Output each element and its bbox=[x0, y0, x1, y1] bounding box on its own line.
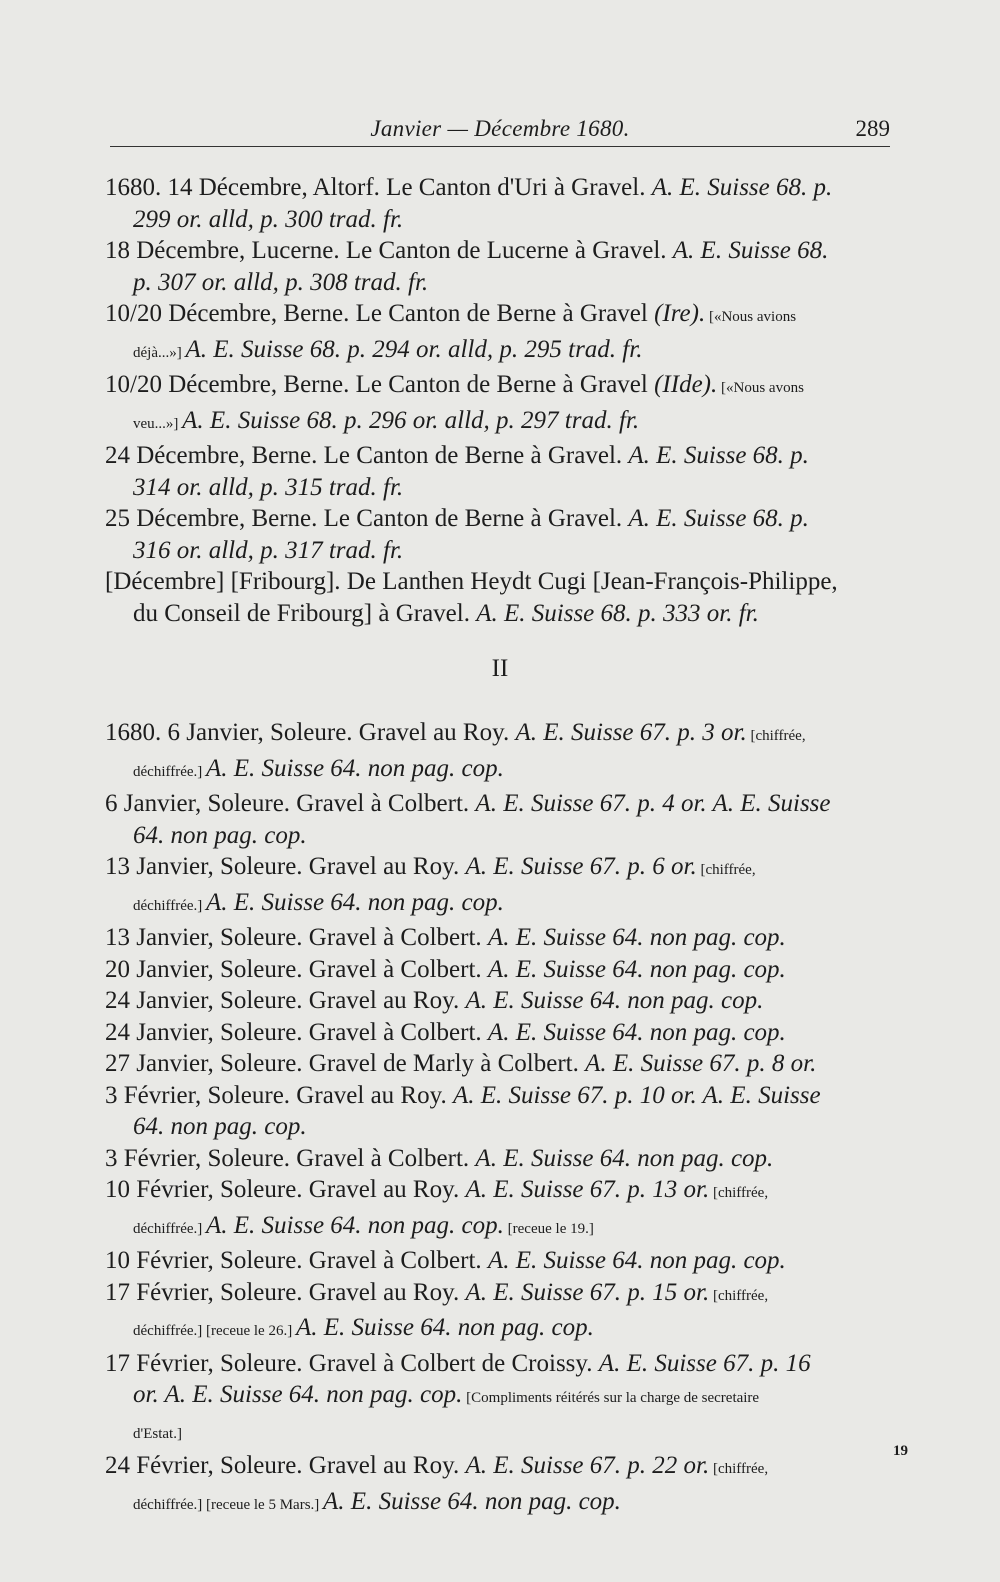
citation-text: A. E. Suisse 64. non pag. cop. bbox=[475, 1144, 774, 1172]
entry-line bbox=[105, 204, 895, 236]
entry-text: 24 Janvier, Soleure. Gravel au Roy. bbox=[105, 987, 466, 1014]
entry-line bbox=[105, 1348, 895, 1380]
citation-text: A. E. Suisse 68. p. bbox=[628, 442, 809, 469]
entry-line bbox=[105, 1174, 895, 1210]
entry-text: 18 Décembre, Lucerne. Le Canton de Lucerne à Gravel. bbox=[105, 237, 673, 264]
entry-text: 10 Février, Soleure. Gravel au Roy. bbox=[105, 1176, 466, 1203]
citation-text: p. 307 or. alld, p. 308 trad. fr. bbox=[133, 268, 429, 296]
citation-text: A. E. Suisse 67. p. 15 or. bbox=[465, 1278, 710, 1306]
entry-line bbox=[105, 1415, 895, 1451]
note-text: déchiffrée.] [receue le 26.] bbox=[133, 1323, 296, 1339]
entry-line bbox=[105, 472, 895, 504]
citation-text: A. E. Suisse 64. non pag. cop. bbox=[295, 1314, 594, 1341]
entry-line bbox=[105, 1017, 895, 1049]
entry-text: 13 Janvier, Soleure. Gravel à Colbert. bbox=[105, 924, 488, 951]
entry-line bbox=[105, 503, 895, 535]
entry-line bbox=[105, 369, 895, 405]
entry-line bbox=[105, 267, 895, 299]
entry-text: 1680. 6 Janvier, Soleure. Gravel au Roy. bbox=[105, 719, 516, 746]
citation-text: (IIde). bbox=[654, 371, 718, 398]
note-text: [chiffrée, bbox=[696, 862, 756, 878]
note-text: [Compliments réitérés sur la charge de secretaire bbox=[462, 1390, 760, 1406]
section-heading: II bbox=[491, 655, 509, 682]
citation-text: A. E. Suisse 64. non pag. cop. bbox=[323, 1487, 621, 1515]
entry-line bbox=[105, 535, 895, 567]
note-text: déchiffrée.] bbox=[133, 897, 207, 914]
entry-line bbox=[105, 1210, 895, 1246]
entry-line bbox=[105, 440, 895, 472]
citation-text: A. E. Suisse 64. non pag. cop. bbox=[487, 955, 786, 983]
note-text: déchiffrée.] [receue le 5 Mars.] bbox=[133, 1496, 324, 1513]
citation-text: A. E. Suisse 64. non pag. cop. bbox=[487, 1018, 786, 1046]
entry-line bbox=[105, 172, 895, 204]
citation-text: 314 or. alld, p. 315 trad. fr. bbox=[133, 473, 404, 501]
entry-line bbox=[105, 1379, 895, 1415]
entry-line bbox=[105, 405, 895, 441]
entry-text: 10 Février, Soleure. Gravel à Colbert. bbox=[105, 1247, 488, 1274]
running-title: Janvier — Décembre 1680. bbox=[370, 116, 630, 141]
entry-line bbox=[105, 1143, 895, 1175]
entry-text: 20 Janvier, Soleure. Gravel à Colbert. bbox=[105, 955, 488, 983]
citation-text: 299 or. alld, p. 300 trad. fr. bbox=[133, 205, 404, 233]
document-body bbox=[105, 172, 895, 1521]
citation-text: A. E. Suisse 64. non pag. cop. bbox=[487, 924, 786, 951]
note-text: déchiffrée.] bbox=[133, 1220, 207, 1237]
entry-text: 24 Février, Soleure. Gravel au Roy. bbox=[105, 1452, 466, 1479]
entry-text: du Conseil de Fribourg] à Gravel. bbox=[133, 599, 477, 627]
entry-line bbox=[105, 788, 895, 820]
citation-text: A. E. Suisse 68. bbox=[672, 237, 829, 264]
entry-line bbox=[105, 1080, 895, 1112]
entry-text: 6 Janvier, Soleure. Gravel à Colbert. bbox=[105, 790, 476, 817]
entry-text: 17 Février, Soleure. Gravel à Colbert de Croissy. bbox=[105, 1349, 599, 1377]
note-text: [chiffrée, bbox=[709, 1185, 769, 1201]
entry-text: 17 Février, Soleure. Gravel au Roy. bbox=[105, 1278, 466, 1306]
entry-line bbox=[105, 235, 895, 267]
entry-line bbox=[105, 954, 895, 986]
entry-text: 27 Janvier, Soleure. Gravel de Marly à Colbert. bbox=[105, 1050, 586, 1077]
citation-text: A. E. Suisse 67. p. 3 or. bbox=[515, 719, 747, 746]
entry-text: 13 Janvier, Soleure. Gravel au Roy. bbox=[105, 853, 466, 880]
citation-text: 316 or. alld, p. 317 trad. fr. bbox=[133, 536, 404, 564]
entry-text: 24 Janvier, Soleure. Gravel à Colbert. bbox=[105, 1018, 488, 1046]
entry-line bbox=[105, 753, 895, 789]
citation-text: A. E. Suisse 67. p. 10 or. A. E. Suisse bbox=[452, 1081, 821, 1109]
note-text: [chiffrée, bbox=[709, 1461, 769, 1477]
entry-text: 24 Décembre, Berne. Le Canton de Berne à Gravel. bbox=[105, 442, 629, 469]
citation-text: A. E. Suisse 67. p. 6 or. bbox=[465, 853, 697, 880]
citation-text: A. E. Suisse 68. p. bbox=[651, 174, 833, 201]
entry-text: [Décembre] [Fribourg]. De Lanthen Heydt Cugi [Jean-François-Philippe, bbox=[105, 568, 838, 595]
entry-line bbox=[105, 1048, 895, 1080]
note-text: [«Nous avons bbox=[717, 380, 804, 396]
citation-text: A. E. Suisse 64. non pag. cop. bbox=[206, 754, 504, 782]
entry-text: 3 Février, Soleure. Gravel au Roy. bbox=[105, 1081, 453, 1109]
entry-line bbox=[105, 717, 895, 753]
citation-text: A. E. Suisse 64. non pag. cop. bbox=[206, 1211, 504, 1239]
citation-text: A. E. Suisse 68. p. 294 or. alld, p. 295 trad. fr. bbox=[185, 335, 643, 363]
running-head bbox=[110, 112, 890, 147]
signature-mark: 19 bbox=[893, 1443, 908, 1459]
entry-line bbox=[105, 598, 895, 630]
entry-line bbox=[105, 851, 895, 887]
entry-line bbox=[105, 1277, 895, 1313]
page-number: 289 bbox=[855, 116, 890, 141]
entry-line bbox=[105, 985, 895, 1017]
entry-line bbox=[105, 922, 895, 954]
note-text: déchiffrée.] bbox=[133, 763, 207, 780]
note-text: déjà...»] bbox=[133, 344, 186, 361]
citation-text: 64. non pag. cop. bbox=[133, 1113, 307, 1140]
citation-text: A. E. Suisse 67. p. 8 or. bbox=[585, 1050, 817, 1077]
entry-text: 10/20 Décembre, Berne. Le Canton de Berne à Gravel bbox=[105, 371, 655, 398]
entry-line bbox=[105, 1111, 895, 1143]
entry-line bbox=[105, 820, 895, 852]
entries-section-2 bbox=[105, 717, 895, 1521]
entry-line bbox=[105, 566, 895, 598]
citation-text: 64. non pag. cop. bbox=[133, 821, 307, 849]
citation-text: A. E. Suisse 64. non pag. cop. bbox=[465, 987, 764, 1014]
citation-text: A. E. Suisse 67. p. 22 or. bbox=[465, 1452, 710, 1479]
citation-text: A. E. Suisse 68. p. bbox=[628, 505, 809, 532]
entry-line bbox=[105, 1486, 895, 1522]
entry-line bbox=[105, 1245, 895, 1277]
note-text: [chiffrée, bbox=[709, 1287, 769, 1304]
citation-text: (Ire). bbox=[654, 300, 706, 327]
entry-line bbox=[105, 334, 895, 370]
citation-text: A. E. Suisse 67. p. 13 or. bbox=[465, 1176, 710, 1203]
entry-line bbox=[105, 1312, 895, 1348]
citation-text: A. E. Suisse 67. p. 16 bbox=[598, 1349, 811, 1377]
entries-section-1 bbox=[105, 172, 895, 629]
note-text: [chiffrée, bbox=[746, 728, 806, 744]
citation-text: A. E. Suisse 64. non pag. cop. bbox=[487, 1247, 786, 1274]
citation-text: A. E. Suisse 67. p. 4 or. A. E. Suisse bbox=[475, 790, 831, 817]
note-text: [«Nous avions bbox=[705, 309, 797, 325]
entry-line bbox=[105, 298, 895, 334]
citation-text: A. E. Suisse 64. non pag. cop. bbox=[206, 888, 504, 916]
citation-text: or. A. E. Suisse 64. non pag. cop. bbox=[133, 1381, 463, 1408]
entry-text: 10/20 Décembre, Berne. Le Canton de Berne à Gravel bbox=[105, 300, 655, 327]
citation-text: A. E. Suisse 68. p. 333 or. fr. bbox=[476, 599, 759, 627]
entry-text: 3 Février, Soleure. Gravel à Colbert. bbox=[105, 1144, 476, 1172]
note-text: [receue le 19.] bbox=[503, 1220, 594, 1237]
entry-line bbox=[105, 887, 895, 923]
entry-text: 25 Décembre, Berne. Le Canton de Berne à Gravel. bbox=[105, 505, 629, 532]
note-text: d'Estat.] bbox=[133, 1425, 182, 1442]
entry-line bbox=[105, 1450, 895, 1486]
citation-text: A. E. Suisse 68. p. 296 or. alld, p. 297 trad. fr. bbox=[182, 406, 640, 434]
entry-text: 1680. 14 Décembre, Altorf. Le Canton d'Uri à Gravel. bbox=[105, 174, 652, 201]
note-text: veu...»] bbox=[133, 415, 183, 432]
